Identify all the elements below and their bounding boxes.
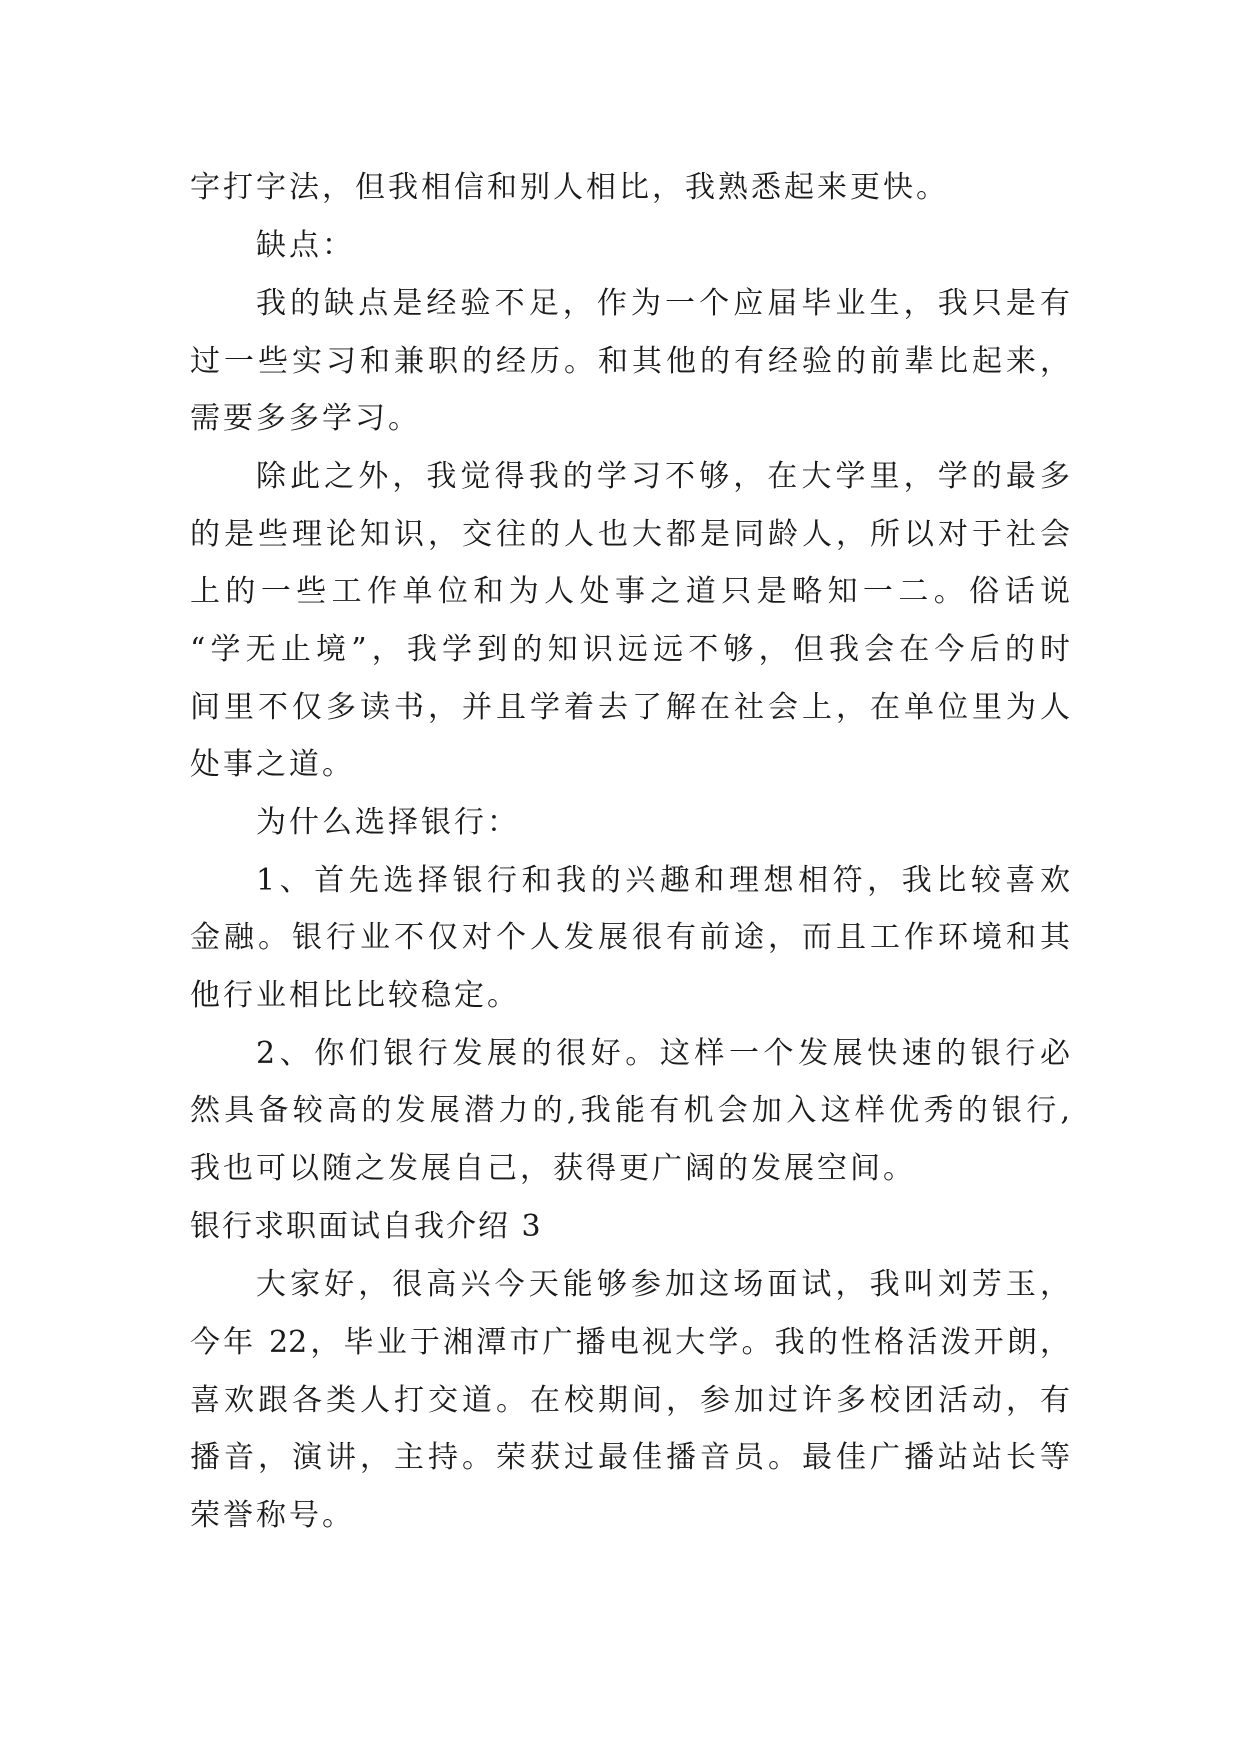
text-line: 大家好，很高兴今天能够参加这场面试，我叫刘芳玉， — [256, 1267, 1070, 1302]
text-line: 2、你们银行发展的很好。这样一个发展快速的银行必 — [256, 1036, 1070, 1071]
section-title: 银行求职面试自我介绍 3 — [190, 1209, 543, 1244]
text-line: 今年 22，毕业于湘潭市广播电视大学。我的性格活泼开朗， — [190, 1325, 1070, 1360]
text-line: 我也可以随之发展自己，获得更广阔的发展空间。 — [190, 1151, 916, 1186]
text-line: 字打字法，但我相信和别人相比，我熟悉起来更快。 — [190, 170, 949, 205]
text-line: 间里不仅多读书，并且学着去了解在社会上，在单位里为人 — [190, 690, 1070, 725]
text-line: 播音，演讲，主持。荣获过最佳播音员。最佳广播站站长等 — [190, 1440, 1070, 1475]
section-heading-weaknesses: 缺点： — [256, 228, 355, 263]
text-line: 金融。银行业不仅对个人发展很有前途，而且工作环境和其 — [190, 920, 1070, 955]
text-line: 处事之道。 — [190, 747, 355, 782]
text-line: 然具备较高的发展潜力的,我能有机会加入这样优秀的银行, — [190, 1093, 1070, 1128]
text-line: 除此之外，我觉得我的学习不够，在大学里，学的最多 — [256, 459, 1070, 494]
text-line: 我的缺点是经验不足，作为一个应届毕业生，我只是有 — [256, 286, 1070, 321]
text-line: 1、首先选择银行和我的兴趣和理想相符，我比较喜欢 — [256, 863, 1070, 898]
text-line: “学无止境”，我学到的知识远远不够，但我会在今后的时 — [190, 632, 1070, 667]
text-line: 过一些实习和兼职的经历。和其他的有经验的前辈比起来， — [190, 344, 1070, 379]
text-line: 喜欢跟各类人打交道。在校期间，参加过许多校团活动，有 — [190, 1383, 1070, 1418]
section-heading-why-bank: 为什么选择银行： — [256, 805, 520, 840]
text-line: 他行业相比比较稳定。 — [190, 978, 520, 1013]
text-line: 上的一些工作单位和为人处事之道只是略知一二。俗话说 — [190, 574, 1070, 609]
text-line: 需要多多学习。 — [190, 401, 421, 436]
text-line: 荣誉称号。 — [190, 1498, 355, 1533]
text-line: 的是些理论知识，交往的人也大都是同龄人，所以对于社会 — [190, 517, 1070, 552]
